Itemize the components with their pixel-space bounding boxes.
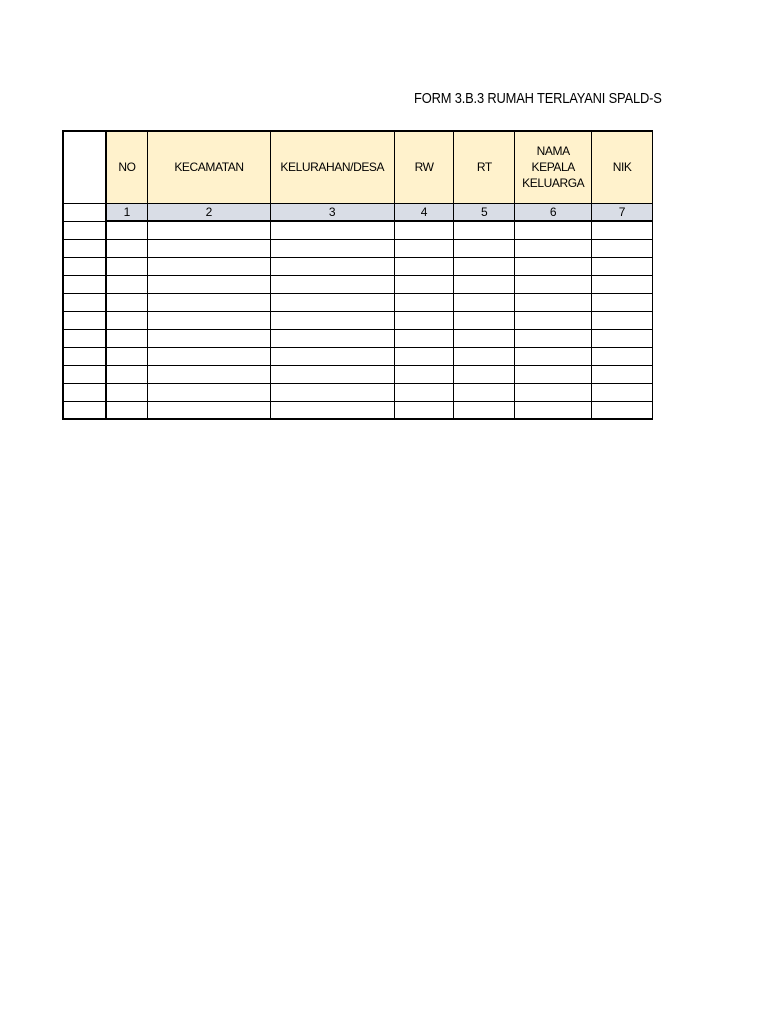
table-cell[interactable]	[454, 221, 515, 239]
column-number[interactable]: 3	[270, 203, 394, 221]
table-cell[interactable]	[592, 311, 653, 329]
table-row	[63, 329, 653, 347]
table-cell[interactable]	[515, 365, 592, 383]
table-cell[interactable]	[270, 365, 394, 383]
table-cell[interactable]	[592, 329, 653, 347]
table-cell[interactable]	[148, 383, 271, 401]
table-cell[interactable]	[270, 239, 394, 257]
table-cell[interactable]	[454, 275, 515, 293]
table-cell[interactable]	[515, 257, 592, 275]
row-label-cell[interactable]	[63, 203, 106, 221]
table-cell[interactable]	[454, 383, 515, 401]
row-label-cell[interactable]	[63, 221, 106, 239]
row-label-cell[interactable]	[63, 239, 106, 257]
row-label-cell[interactable]	[63, 257, 106, 275]
table-cell[interactable]	[270, 329, 394, 347]
table-cell[interactable]	[592, 221, 653, 239]
table-cell[interactable]	[148, 365, 271, 383]
row-label-cell[interactable]	[63, 275, 106, 293]
table-cell[interactable]	[270, 311, 394, 329]
table-cell[interactable]	[106, 257, 148, 275]
table-cell[interactable]	[515, 383, 592, 401]
table-cell[interactable]	[148, 275, 271, 293]
table-row	[63, 311, 653, 329]
table-cell[interactable]	[454, 311, 515, 329]
table-cell[interactable]	[106, 347, 148, 365]
table-row	[63, 239, 653, 257]
table-cell[interactable]	[454, 401, 515, 419]
table-cell[interactable]	[270, 293, 394, 311]
table-cell[interactable]	[394, 221, 454, 239]
row-label-cell[interactable]	[63, 383, 106, 401]
column-number[interactable]: 1	[106, 203, 148, 221]
table-cell[interactable]	[148, 221, 271, 239]
table-cell[interactable]	[394, 347, 454, 365]
table-cell[interactable]	[106, 383, 148, 401]
header-row	[63, 131, 653, 203]
table-cell[interactable]	[270, 383, 394, 401]
table-cell[interactable]	[394, 311, 454, 329]
table-cell[interactable]	[270, 257, 394, 275]
table-cell[interactable]	[148, 293, 271, 311]
table-cell[interactable]	[515, 311, 592, 329]
row-label-cell[interactable]	[63, 347, 106, 365]
column-number[interactable]: 7	[592, 203, 653, 221]
table-row	[63, 383, 653, 401]
table-cell[interactable]	[394, 401, 454, 419]
form-table	[62, 130, 653, 420]
table-cell[interactable]	[106, 239, 148, 257]
table-cell[interactable]	[148, 257, 271, 275]
table-cell[interactable]	[106, 293, 148, 311]
table-cell[interactable]	[592, 293, 653, 311]
table-cell[interactable]	[592, 401, 653, 419]
form-title: FORM 3.B.3 RUMAH TERLAYANI SPALD-S	[414, 90, 662, 107]
table-cell[interactable]	[148, 239, 271, 257]
header-rw[interactable]: RW	[394, 131, 454, 203]
table-cell[interactable]	[515, 329, 592, 347]
table-cell[interactable]	[515, 401, 592, 419]
table-cell[interactable]	[106, 311, 148, 329]
table-cell[interactable]	[454, 365, 515, 383]
form-table-container	[62, 130, 653, 429]
table-cell[interactable]	[515, 293, 592, 311]
table-cell[interactable]	[592, 365, 653, 383]
row-label-cell[interactable]	[63, 131, 106, 203]
header-kecamatan[interactable]: KECAMATAN	[148, 131, 271, 203]
header-no[interactable]: NO	[106, 131, 148, 203]
table-row	[63, 347, 653, 365]
table-cell[interactable]	[592, 239, 653, 257]
table-row	[63, 401, 653, 419]
table-cell[interactable]	[394, 383, 454, 401]
table-cell[interactable]	[106, 329, 148, 347]
row-label-cell[interactable]	[63, 293, 106, 311]
table-cell[interactable]	[148, 311, 271, 329]
table-cell[interactable]	[454, 329, 515, 347]
row-label-cell[interactable]	[63, 329, 106, 347]
table-cell[interactable]	[592, 257, 653, 275]
column-number[interactable]: 4	[394, 203, 454, 221]
header-kelurahan-desa[interactable]: KELURAHAN/DESA	[270, 131, 394, 203]
table-cell[interactable]	[148, 347, 271, 365]
row-label-cell[interactable]	[63, 311, 106, 329]
table-cell[interactable]	[106, 221, 148, 239]
header-nama-kepala-keluarga[interactable]: NAMA KEPALA KELUARGA	[515, 131, 592, 203]
table-cell[interactable]	[592, 275, 653, 293]
table-cell[interactable]	[394, 257, 454, 275]
table-cell[interactable]	[270, 275, 394, 293]
table-cell[interactable]	[106, 401, 148, 419]
table-cell[interactable]	[394, 329, 454, 347]
header-rt[interactable]: RT	[454, 131, 515, 203]
row-label-cell[interactable]	[63, 401, 106, 419]
table-cell[interactable]	[454, 257, 515, 275]
table-cell[interactable]	[394, 293, 454, 311]
table-cell[interactable]	[515, 347, 592, 365]
table-cell[interactable]	[270, 401, 394, 419]
table-cell[interactable]	[394, 275, 454, 293]
column-number[interactable]: 6	[515, 203, 592, 221]
table-row	[63, 275, 653, 293]
table-row	[63, 293, 653, 311]
table-cell[interactable]	[148, 401, 271, 419]
column-number[interactable]: 2	[148, 203, 271, 221]
table-row	[63, 221, 653, 239]
column-number[interactable]: 5	[454, 203, 515, 221]
header-nik[interactable]: NIK	[592, 131, 653, 203]
table-cell[interactable]	[515, 239, 592, 257]
data-rows	[63, 221, 653, 419]
table-cell[interactable]	[394, 365, 454, 383]
table-cell[interactable]	[270, 221, 394, 239]
table-cell[interactable]	[592, 347, 653, 365]
row-label-cell[interactable]	[63, 365, 106, 383]
table-row	[63, 365, 653, 383]
table-cell[interactable]	[106, 275, 148, 293]
table-cell[interactable]	[454, 239, 515, 257]
table-cell[interactable]	[454, 347, 515, 365]
table-cell[interactable]	[515, 275, 592, 293]
table-cell[interactable]	[270, 347, 394, 365]
table-cell[interactable]	[592, 383, 653, 401]
table-cell[interactable]	[454, 293, 515, 311]
table-row	[63, 257, 653, 275]
table-cell[interactable]	[515, 221, 592, 239]
table-cell[interactable]	[394, 239, 454, 257]
table-cell[interactable]	[148, 329, 271, 347]
table-cell[interactable]	[106, 365, 148, 383]
column-number-row	[63, 203, 653, 221]
